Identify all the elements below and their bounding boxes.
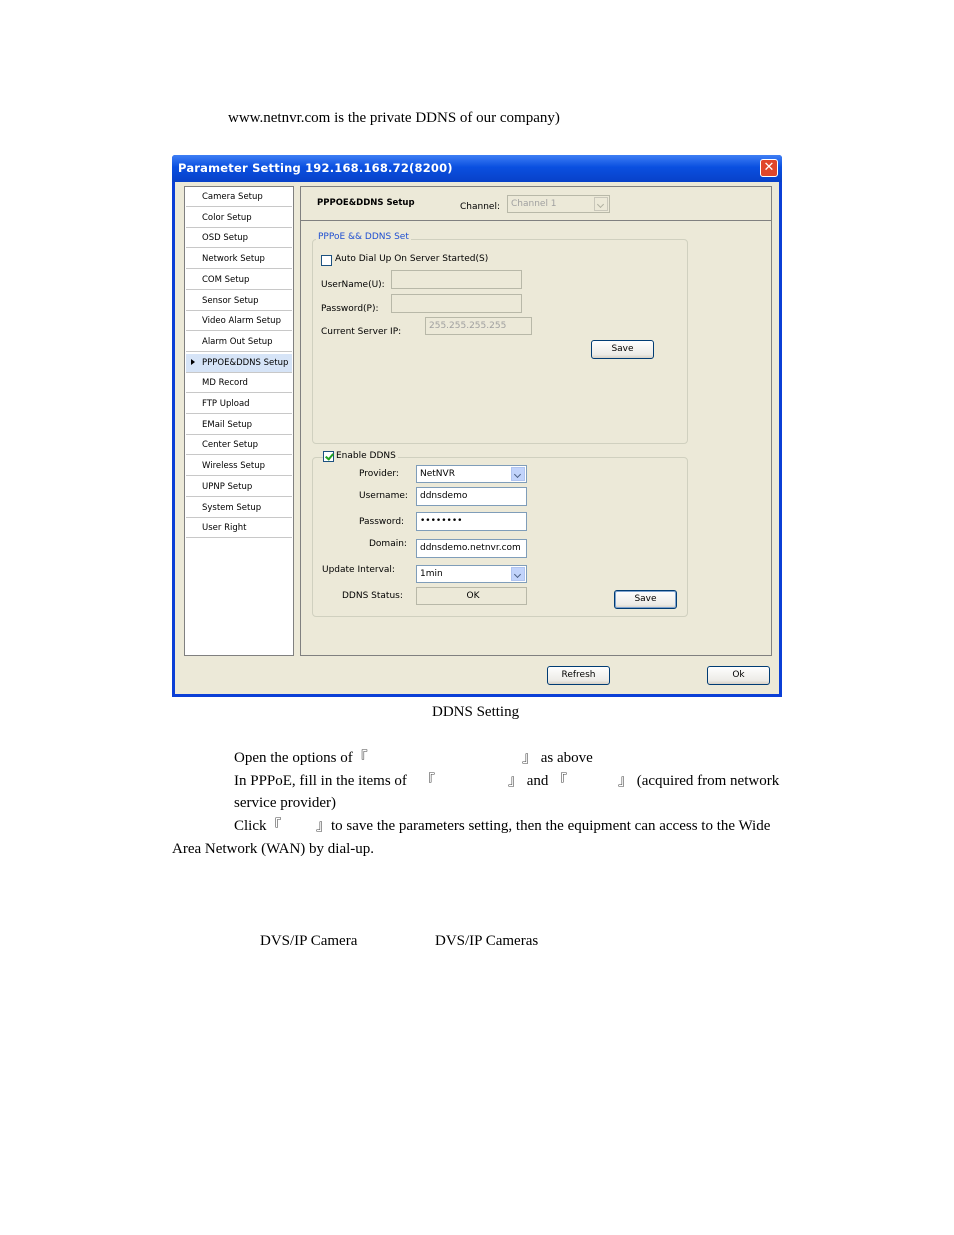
pppoe-username-field[interactable] bbox=[391, 270, 522, 289]
ddns-provider-value: NetNVR bbox=[420, 469, 455, 479]
nav-item-label: PPPOE&DDNS Setup bbox=[202, 358, 289, 368]
step2-text-end: 』 (acquired from network bbox=[618, 773, 780, 789]
nav-item-label: Color Setup bbox=[202, 213, 252, 223]
ddns-domain-label: Domain: bbox=[369, 539, 407, 549]
update-interval-label: Update Interval: bbox=[322, 565, 395, 575]
dialog-client-area bbox=[175, 182, 779, 694]
enable-ddns-label: Enable DDNS bbox=[336, 451, 396, 461]
step1-text-start: Open the options of『 bbox=[234, 750, 368, 766]
nav-item[interactable] bbox=[186, 333, 292, 352]
nav-item-label: Video Alarm Setup bbox=[202, 316, 281, 326]
step3-text-end: 』to save the parameters setting, then the equipment can access to the Wide bbox=[316, 818, 771, 834]
ok-button[interactable]: Ok bbox=[707, 666, 770, 685]
settings-header bbox=[301, 187, 771, 221]
nav-item-label: MD Record bbox=[202, 378, 248, 388]
auto-dial-label: Auto Dial Up On Server Started(S) bbox=[335, 254, 489, 264]
step2-text-and: 』 and 『 bbox=[508, 773, 568, 789]
step3-text-wrap: Area Network (WAN) by dial-up. bbox=[172, 841, 375, 857]
nav-item-label: Center Setup bbox=[202, 440, 259, 450]
nav-item-label: OSD Setup bbox=[202, 233, 249, 243]
intro-line: www.netnvr.com is the private DDNS of our company) bbox=[228, 110, 560, 126]
nav-item-label: Camera Setup bbox=[202, 192, 263, 202]
nav-item[interactable] bbox=[186, 457, 292, 476]
nav-item[interactable] bbox=[186, 395, 292, 414]
channel-select[interactable] bbox=[507, 195, 610, 213]
enable-ddns-checkbox[interactable] bbox=[323, 451, 334, 462]
nav-item-label: Sensor Setup bbox=[202, 296, 259, 306]
nav-item-label: FTP Upload bbox=[202, 399, 250, 409]
chevron-down-icon[interactable] bbox=[511, 467, 525, 481]
nav-item-label: COM Setup bbox=[202, 275, 250, 285]
nav-item-label: Wireless Setup bbox=[202, 461, 266, 471]
nav-item[interactable] bbox=[186, 250, 292, 269]
ddns-domain-field[interactable]: ddnsdemo.netnvr.com bbox=[416, 539, 527, 558]
ddns-password-field[interactable]: •••••••• bbox=[416, 512, 527, 531]
pppoe-password-field[interactable] bbox=[391, 294, 522, 313]
step2-bracket-open: 『 bbox=[420, 773, 436, 789]
pppoe-save-button[interactable]: Save bbox=[591, 340, 654, 359]
bottom-term-2: DVS/IP Cameras bbox=[435, 933, 539, 949]
nav-item[interactable] bbox=[186, 292, 292, 311]
nav-item[interactable] bbox=[186, 229, 292, 248]
nav-item[interactable] bbox=[186, 271, 292, 290]
dialog-title: Parameter Setting 192.168.168.72(8200) bbox=[178, 161, 453, 175]
server-ip-label: Current Server IP: bbox=[321, 327, 402, 337]
server-ip-field[interactable]: 255.255.255.255 bbox=[425, 317, 532, 335]
update-interval-value: 1min bbox=[420, 569, 443, 579]
nav-item-label: EMail Setup bbox=[202, 420, 253, 430]
ddns-status-field: OK bbox=[416, 587, 527, 605]
chevron-down-icon[interactable] bbox=[594, 197, 608, 211]
update-interval-select[interactable] bbox=[416, 565, 527, 583]
channel-select-value: Channel 1 bbox=[511, 199, 557, 209]
pppoe-password-label: Password(P): bbox=[321, 304, 379, 314]
figure-caption: DDNS Setting bbox=[432, 704, 520, 720]
step2-text-start: In PPPoE, fill in the items of bbox=[234, 773, 407, 789]
close-icon[interactable]: ✕ bbox=[760, 159, 778, 177]
nav-item[interactable] bbox=[186, 416, 292, 435]
nav-item-label: Alarm Out Setup bbox=[202, 337, 273, 347]
step1-text-end: 』 as above bbox=[522, 750, 593, 766]
chevron-down-icon[interactable] bbox=[511, 567, 525, 581]
pppoe-group-legend: PPPoE && DDNS Set bbox=[318, 232, 409, 242]
nav-item-label: System Setup bbox=[202, 503, 262, 513]
setup-nav-list bbox=[184, 186, 294, 656]
ddns-username-field[interactable]: ddnsdemo bbox=[416, 487, 527, 506]
settings-panel bbox=[300, 186, 772, 656]
ddns-password-label: Password: bbox=[359, 517, 405, 527]
step3-text-start: Click『 bbox=[234, 818, 282, 834]
nav-item[interactable] bbox=[186, 354, 292, 373]
ddns-status-label: DDNS Status: bbox=[342, 591, 403, 601]
nav-item[interactable] bbox=[186, 478, 292, 497]
bottom-term-1: DVS/IP Camera bbox=[260, 933, 358, 949]
nav-item-label: UPNP Setup bbox=[202, 482, 253, 492]
nav-item[interactable] bbox=[186, 188, 292, 207]
dialog-titlebar bbox=[172, 155, 782, 182]
ddns-provider-select[interactable] bbox=[416, 465, 527, 483]
nav-item-label: Network Setup bbox=[202, 254, 265, 264]
parameter-setting-dialog bbox=[172, 155, 782, 697]
ddns-provider-label: Provider: bbox=[359, 469, 399, 479]
pppoe-username-label: UserName(U): bbox=[321, 280, 385, 290]
nav-item[interactable] bbox=[186, 499, 292, 518]
ddns-save-button[interactable]: Save bbox=[614, 590, 677, 609]
step2-text-wrap: service provider) bbox=[234, 795, 337, 811]
nav-item-label: User Right bbox=[202, 523, 247, 533]
nav-item[interactable] bbox=[186, 519, 292, 538]
auto-dial-checkbox[interactable] bbox=[321, 255, 332, 266]
nav-item[interactable] bbox=[186, 374, 292, 393]
nav-item[interactable] bbox=[186, 312, 292, 331]
nav-item[interactable] bbox=[186, 436, 292, 455]
caret-right-icon bbox=[191, 359, 195, 365]
channel-label: Channel: bbox=[460, 202, 500, 212]
section-title: PPPOE&DDNS Setup bbox=[317, 198, 415, 208]
ddns-username-label: Username: bbox=[359, 491, 408, 501]
nav-item[interactable] bbox=[186, 209, 292, 228]
refresh-button[interactable]: Refresh bbox=[547, 666, 610, 685]
